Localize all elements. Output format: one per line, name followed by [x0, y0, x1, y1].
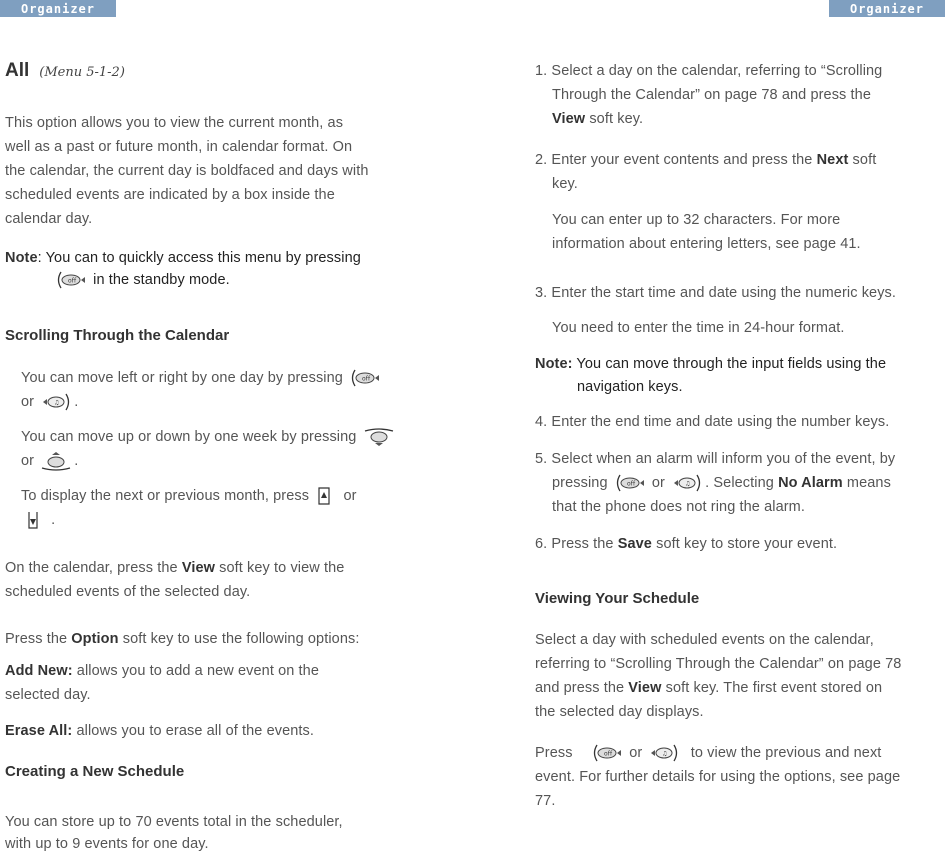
step-line: 3. Enter the start time and date using the numeric keys.	[535, 285, 897, 301]
scroll-line: .	[25, 508, 55, 532]
scroll-line: or .	[21, 449, 78, 473]
viewing-line: and press the View soft key. The first event stored on	[535, 680, 883, 696]
section-tab-left: Organizer	[0, 0, 116, 17]
down-navigation-key-icon	[40, 451, 72, 471]
scroll-line: You can move left or right by one day by pressing off	[21, 366, 383, 390]
view-line: scheduled events of the selected day.	[5, 584, 251, 600]
step-line: Through the Calendar” on page 78 and press the	[552, 87, 871, 103]
left-navigation-key-icon	[349, 368, 381, 388]
add-new-line: selected day.	[5, 687, 91, 703]
step-note-line: You need to enter the time in 24-hour format.	[552, 320, 845, 336]
svg-text:off: off	[68, 277, 77, 285]
section-title: All (Menu 5-1-2)	[5, 60, 125, 81]
note-line: navigation keys.	[577, 379, 683, 395]
scroll-line: or ♫ .	[21, 390, 78, 414]
right-navigation-key-icon	[648, 743, 680, 763]
svg-text:off: off	[626, 480, 635, 488]
create-line: with up to 9 events for one day.	[5, 836, 209, 852]
svg-text:♫: ♫	[685, 480, 691, 488]
intro-line: the calendar, the current day is boldfaced and days with	[5, 163, 369, 179]
volume-down-key-icon	[27, 510, 45, 530]
step-line: that the phone does not ring the alarm.	[552, 499, 805, 515]
menu-reference: (Menu 5-1-2)	[39, 65, 125, 80]
section-tab-right: Organizer	[829, 0, 945, 17]
note-line: Note: You can move through the input fields using the	[535, 356, 887, 372]
viewing-line: 77.	[535, 793, 556, 809]
step-line: 5. Select when an alarm will inform you of the event, by	[535, 451, 896, 467]
svg-text:♫: ♫	[54, 399, 60, 407]
note-label: Note	[5, 250, 38, 266]
step-line: 2. Enter your event contents and press the Next soft	[535, 152, 877, 168]
step-note-line: You can enter up to 32 characters. For more	[552, 212, 841, 228]
volume-up-key-icon	[315, 486, 333, 506]
add-new-line: Add New: allows you to add a new event on the	[5, 663, 320, 679]
svg-text:off: off	[604, 750, 613, 758]
step-line: key.	[552, 176, 578, 192]
view-line: On the calendar, press the View soft key to view the	[5, 560, 345, 576]
step-line: 4. Enter the end time and date using the number keys.	[535, 414, 890, 430]
left-navigation-key-icon	[55, 270, 87, 290]
viewing-line: Press off or ♫ to view the previous and next	[535, 741, 881, 765]
viewing-line: the selected day displays.	[535, 704, 704, 720]
intro-line: This option allows you to view the current month, as	[5, 115, 344, 131]
right-navigation-key-icon	[40, 392, 72, 412]
step-note-line: information about entering letters, see page 41.	[552, 236, 861, 252]
scroll-line: You can move up or down by one week by pressing	[21, 425, 397, 449]
viewing-line: event. For further details for using the options, see page	[535, 769, 901, 785]
viewing-line: Select a day with scheduled events on the calendar,	[535, 632, 874, 648]
left-navigation-key-icon	[614, 473, 646, 493]
right-navigation-key-icon	[671, 473, 703, 493]
left-navigation-key-icon	[591, 743, 623, 763]
create-heading: Creating a New Schedule	[5, 763, 185, 780]
intro-line: scheduled events are indicated by a box inside the	[5, 187, 335, 203]
step-line: 6. Press the Save soft key to store your event.	[535, 536, 838, 552]
scroll-heading: Scrolling Through the Calendar	[5, 327, 230, 344]
erase-all-line: Erase All: allows you to erase all of the events.	[5, 723, 315, 739]
note-line: Note: You can to quickly access this menu by pressing	[5, 250, 361, 266]
svg-text:off: off	[362, 375, 371, 383]
note-line: off in the standby mode.	[53, 268, 230, 292]
step-line: pressing off or ♫ . Selecting No Alarm means	[552, 471, 891, 495]
viewing-heading: Viewing Your Schedule	[535, 590, 700, 607]
create-line: You can store up to 70 events total in the scheduler,	[5, 814, 343, 830]
scroll-line: To display the next or previous month, press or	[21, 484, 357, 508]
viewing-line: referring to “Scrolling Through the Calendar” on page 78	[535, 656, 902, 672]
up-navigation-key-icon	[363, 427, 395, 447]
step-line: View soft key.	[552, 111, 644, 127]
option-line: Press the Option soft key to use the following options:	[5, 631, 360, 647]
step-line: 1. Select a day on the calendar, referring to “Scrolling	[535, 63, 883, 79]
intro-line: calendar day.	[5, 211, 93, 227]
svg-text:♫: ♫	[662, 750, 668, 758]
intro-line: well as a past or future month, in calendar format. On	[5, 139, 353, 155]
